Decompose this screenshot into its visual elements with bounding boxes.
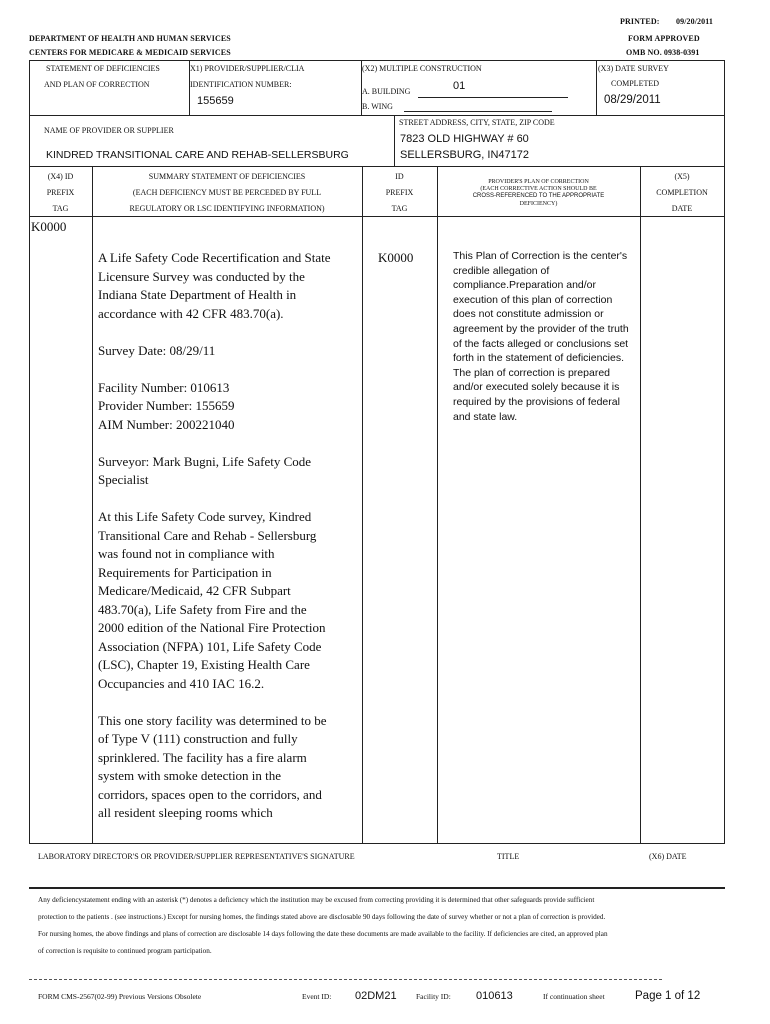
summary-instruction-2: REGULATORY OR LSC IDENTIFYING INFORMATION): [129, 204, 325, 213]
id-label: ID: [395, 172, 404, 181]
table-bottom-border: [29, 843, 725, 844]
page-number: Page 1 of 12: [635, 990, 701, 1002]
summary-paragraph: Surveyor: Mark Bugni, Life Safety Code Specialist: [98, 453, 312, 487]
deficiency-disclaimer: Any deficiencystatement ending with an asterisk (*) denotes a deficiency which the institution may be excused from correcting providing it is determined that other safeguards provide sufficient protection to the patients . (see instructions.) Except for nursing homes, the findings stated above are disclosable 90 days following the date of survey whether or not a plan of correction is provided. For nursing homes, the above findings and plans of correction are disclosable 14 days following the date these documents are made available to the facility. If deficiencies are cited, an approved plan of correction is requisite to continued program participation.: [38, 896, 608, 955]
printed-label: PRINTED:: [620, 17, 660, 26]
poc-instruction-1: (EACH CORRECTIVE ACTION SHOULD BE: [480, 186, 597, 192]
table-right-border: [724, 60, 725, 844]
table-top-border: [29, 60, 725, 61]
column-divider: [362, 166, 363, 843]
summary-paragraph: At this Life Safety Code survey, Kindred Transitional Care and Rehab - Sellersburg was found not in compliance with Requirements for Participation in Medicare/Medicaid, 42 CFR Subpart 483.70(a), Life Safety from Fire and the 2000 edition of the National Fire Protection Association (NFPA) 101, Life Safety Code (LSC), Chapter 19, Existing Health Care Occupancies and 410 IAC 16.2.: [98, 509, 326, 691]
plan-of-correction-heading: PROVIDER'S PLAN OF CORRECTION: [488, 179, 589, 185]
summary-paragraph: This one story facility was determined to be of Type V (111) construction and fully sprinklered. The facility has a fire alarm system with smoke detection in the corridors, spaces open to the corridors, and all resident sleeping rooms which: [98, 712, 327, 820]
left-prefix-tag: K0000: [31, 219, 67, 234]
summary-paragraph: Facility Number: 010613 Provider Number: 155659 AIM Number: 200221040: [98, 379, 235, 432]
deficiency-summary: [98, 249, 334, 841]
x4-tag-label: TAG: [52, 204, 69, 213]
facility-id-value: 010613: [476, 990, 513, 1002]
provider-id-value: 155659: [197, 95, 234, 107]
signature-label: LABORATORY DIRECTOR'S OR PROVIDER/SUPPLIER REPRESENTATIVE'S SIGNATURE: [38, 852, 355, 861]
form-number: FORM CMS-2567(02-99) Previous Versions Obsolete: [38, 992, 202, 1001]
summary-paragraph: Survey Date: 08/29/11: [98, 342, 216, 358]
poc-instruction-2: CROSS-REFERENCED TO THE APPROPRIATE: [472, 193, 605, 199]
summary-instruction-1: (EACH DEFICIENCY MUST BE PERCEDED BY FULL: [132, 188, 322, 197]
identification-number-label: IDENTIFICATION NUMBER:: [190, 80, 292, 89]
building-value: 01: [453, 80, 466, 92]
centers-heading: CENTERS FOR MEDICARE & MEDICAID SERVICES: [29, 48, 231, 57]
poc-instruction-3: DEFICIENCY): [519, 201, 558, 207]
completed-label: COMPLETED: [611, 79, 659, 88]
plan-of-correction-label: AND PLAN OF CORRECTION: [44, 80, 150, 89]
x4-id-label: (X4) ID: [47, 172, 74, 181]
building-underline: [418, 97, 568, 98]
right-prefix-tag: K0000: [378, 250, 414, 265]
event-id-label: Event ID:: [302, 992, 332, 1001]
divider: [29, 115, 725, 116]
provider-name-value: KINDRED TRANSITIONAL CARE AND REHAB-SELLERSBURG: [46, 149, 349, 161]
provider-id-label: X1) PROVIDER/SUPPLIER/CLIA: [190, 64, 305, 73]
completion-label: COMPLETION: [656, 188, 708, 197]
building-label: A. BUILDING: [362, 87, 411, 96]
printed-date: 09/20/2011: [676, 17, 714, 26]
tag-label: TAG: [391, 204, 408, 213]
divider: [29, 216, 725, 217]
x5-label: (X5): [674, 172, 690, 181]
date-survey-label: (X3) DATE SURVEY: [598, 64, 669, 73]
x4-prefix-label: PREFIX: [46, 188, 75, 197]
form-approved: FORM APPROVED: [628, 34, 700, 43]
column-divider: [437, 166, 438, 843]
title-label: TITLE: [497, 852, 520, 861]
street-address-label: STREET ADDRESS, CITY, STATE, ZIP CODE: [399, 118, 555, 127]
divider: [394, 115, 395, 166]
divider: [596, 60, 597, 115]
column-divider: [92, 166, 93, 843]
summary-statement-label: SUMMARY STATEMENT OF DEFICIENCIES: [148, 172, 306, 181]
wing-label: B. WING: [362, 102, 393, 111]
signature-rule: [29, 887, 725, 889]
divider: [29, 166, 725, 167]
plan-of-correction-text: This Plan of Correction is the center's credible allegation of compliance.Preparation and/or execution of this plan of correction does not constitute admission or agreement by the provider of the truth of the facts alleged or conclusions set forth in the statement of deficiencies. The plan of correction is prepared and/or executed solely because it is required by the provisions of federal and state law.: [453, 250, 629, 423]
column-divider: [640, 166, 641, 843]
date-label: DATE: [671, 204, 693, 213]
survey-date-value: 08/29/2011: [604, 94, 661, 106]
address-line-2: SELLERSBURG, IN47172: [400, 149, 530, 161]
summary-paragraph: A Life Safety Code Recertification and State Licensure Survey was conducted by the Indiana State Department of Health in accordance with 42 CFR 483.70(a).: [98, 250, 331, 321]
event-id-value: 02DM21: [355, 990, 397, 1002]
provider-name-label: NAME OF PROVIDER OR SUPPLIER: [44, 126, 174, 135]
address-line-1: 7823 OLD HIGHWAY # 60: [400, 133, 529, 145]
x6-date-label: (X6) DATE: [649, 852, 687, 861]
prefix-label: PREFIX: [385, 188, 414, 197]
omb-number: OMB NO. 0938-0391: [626, 48, 700, 57]
continuation-label: If continuation sheet: [543, 992, 605, 1001]
footer-rule: [29, 979, 662, 980]
multiple-construction-label: (X2) MULTIPLE CONSTRUCTION: [362, 64, 482, 73]
wing-underline: [404, 111, 552, 112]
facility-id-label: Facility ID:: [416, 992, 451, 1001]
statement-of-deficiencies-label: STATEMENT OF DEFICIENCIES: [46, 64, 160, 73]
department-heading: DEPARTMENT OF HEALTH AND HUMAN SERVICES: [29, 34, 231, 43]
